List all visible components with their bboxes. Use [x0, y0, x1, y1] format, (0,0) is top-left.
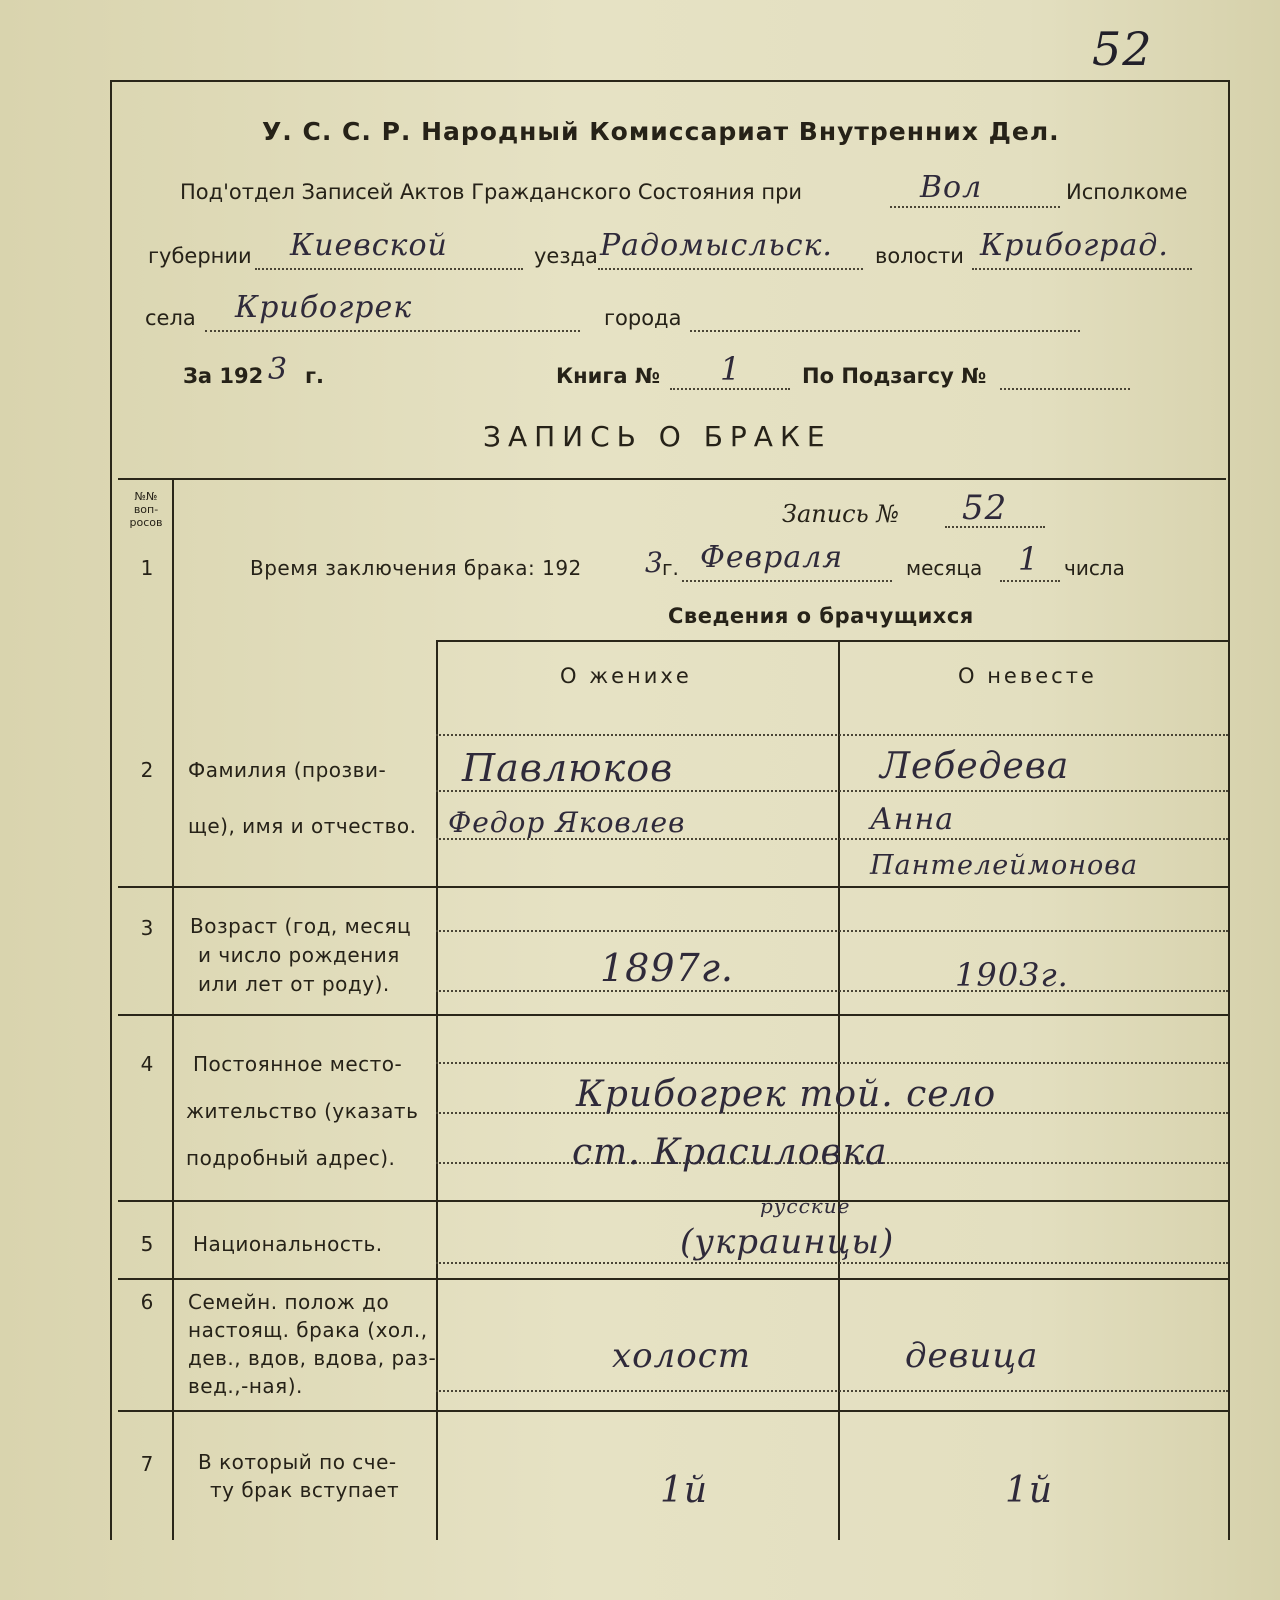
q5-dotted-line	[436, 1262, 1228, 1264]
q7-label-line-2: ту брак вступает	[210, 1478, 400, 1502]
q1-month-value: Февраля	[700, 540, 844, 575]
book-value-line	[670, 388, 790, 390]
document-title: ЗАПИСЬ О БРАКЕ	[483, 420, 832, 453]
q1-day-label: числа	[1064, 556, 1125, 580]
bride-heading: О невесте	[958, 664, 1097, 688]
row-divider-2-3	[118, 886, 1228, 888]
selo-label: села	[145, 306, 196, 330]
record-value: 52	[962, 488, 1008, 528]
guberniya-value-line	[255, 268, 523, 270]
book-label: Книга №	[556, 364, 661, 388]
groom-marital-status: холост	[612, 1336, 752, 1376]
book-value: 1	[720, 350, 742, 388]
nationality-value: (украинцы)	[680, 1222, 895, 1262]
volost-value: Крибоград.	[980, 228, 1169, 263]
groom-birth-year: 1897г.	[600, 946, 734, 990]
q1-month-label: месяца	[906, 556, 983, 580]
qnum-column-header	[122, 490, 170, 529]
record-label: Запись №	[782, 500, 900, 528]
row-divider-5-6	[118, 1278, 1228, 1280]
uezd-value-line	[598, 268, 863, 270]
row-divider-3-4	[118, 1014, 1228, 1016]
bride-marriage-count: 1й	[1005, 1470, 1054, 1511]
label-column-right-line	[436, 640, 438, 1540]
gorod-value-line	[690, 330, 1080, 332]
q3-dotted-line-1	[436, 930, 1228, 932]
q3-dotted-line-2	[436, 990, 1228, 992]
ispolkom-label: Исполкоме	[1066, 180, 1188, 204]
q1-year: 3	[645, 546, 664, 579]
year-suffix: г.	[305, 364, 324, 388]
uezd-label: уезда	[534, 244, 598, 268]
selo-value-line	[205, 330, 580, 332]
q6-label-line-4: вед.,-ная).	[188, 1374, 303, 1398]
residence-line-1: Крибогрек той. село	[576, 1074, 997, 1115]
q3-label-line-2: и число рождения	[198, 943, 400, 967]
row-divider-6-7	[118, 1410, 1228, 1412]
q5-number: 5	[140, 1232, 154, 1256]
q3-number: 3	[140, 916, 154, 940]
q2-label-line-1: Фамилия (прозви-	[188, 758, 387, 782]
subdept-label: Под'отдел Записей Актов Гражданского Состояния при	[180, 180, 803, 204]
subdept-value: Вол	[920, 170, 983, 205]
q3-label-line-3: или лет от роду).	[198, 972, 390, 996]
q4-label-line-1: Постоянное место-	[193, 1052, 403, 1076]
podzags-label: По Подзагсу №	[802, 364, 987, 388]
groom-marriage-count: 1й	[660, 1470, 709, 1511]
bride-surname: Лебедева	[880, 746, 1070, 787]
q3-label-line-1: Возраст (год, месяц	[190, 914, 412, 938]
page-number: 52	[1092, 22, 1153, 76]
groom-heading: О женихе	[560, 664, 692, 688]
gorod-label: города	[604, 306, 682, 330]
q1-label: Время заключения брака: 192	[250, 556, 582, 580]
q7-label-line-1: В который по сче-	[198, 1450, 397, 1474]
q2-number: 2	[140, 758, 154, 782]
volost-label: волости	[875, 244, 964, 268]
q6-label-line-3: дев., вдов, вдова, раз-	[188, 1346, 437, 1370]
info-table-top-line	[436, 640, 1228, 642]
q2-dotted-line-1	[436, 790, 1228, 792]
q1-number: 1	[140, 556, 154, 580]
guberniya-label: губернии	[148, 244, 252, 268]
groom-surname: Павлюков	[462, 746, 674, 790]
q4-dotted-line-1	[436, 1062, 1228, 1064]
guberniya-value: Киевской	[290, 228, 448, 263]
q6-number: 6	[140, 1290, 154, 1314]
year-label: За 192	[183, 364, 264, 388]
q6-label-line-1: Семейн. полож до	[188, 1290, 390, 1314]
uezd-value: Радомысльск.	[600, 228, 833, 263]
frame-right-line	[1228, 80, 1230, 1540]
subdept-value-line	[890, 206, 1060, 208]
qnum-column-header-text: №№ воп-росов	[129, 490, 163, 529]
bride-patronymic: Пантелеймонова	[870, 850, 1139, 881]
q5-label-line-1: Национальность.	[193, 1232, 383, 1256]
selo-value: Крибогрек	[235, 290, 413, 325]
q4-number: 4	[140, 1052, 154, 1076]
q1-day-line	[1000, 580, 1060, 582]
frame-top-line	[110, 80, 1230, 82]
volost-value-line	[972, 268, 1192, 270]
row-divider-4-5	[118, 1200, 1228, 1202]
podzags-value-line	[1000, 388, 1130, 390]
q4-label-line-3: подробный адрес).	[186, 1146, 396, 1170]
table-top-line	[118, 478, 1226, 480]
nationality-note: русские	[760, 1194, 851, 1218]
q1-month-line	[682, 580, 892, 582]
year-value: 3	[268, 352, 289, 387]
frame-left-line	[110, 80, 112, 1540]
groom-name-patronymic: Федор Яковлев	[448, 806, 686, 839]
bride-marital-status: девица	[905, 1336, 1039, 1376]
residence-line-2: ст. Красиловка	[572, 1132, 888, 1173]
q1-day-value: 1	[1018, 540, 1040, 578]
info-heading: Сведения о брачущихся	[668, 604, 974, 628]
bride-birth-year: 1903г.	[955, 956, 1069, 994]
q7-number: 7	[140, 1452, 154, 1476]
qnum-column-line	[172, 478, 174, 1540]
q4-label-line-2: жительство (указать	[186, 1099, 419, 1123]
bride-name: Анна	[870, 802, 955, 837]
heading-dotted-line	[436, 734, 1228, 736]
q1-g: г.	[662, 556, 679, 580]
q6-dotted-line	[436, 1390, 1228, 1392]
q2-label-line-2: ще), имя и отчество.	[188, 814, 417, 838]
header-title: У. С. С. Р. Народный Комиссариат Внутренних Дел.	[262, 117, 1060, 146]
q6-label-line-2: настоящ. брака (хол.,	[188, 1318, 428, 1342]
